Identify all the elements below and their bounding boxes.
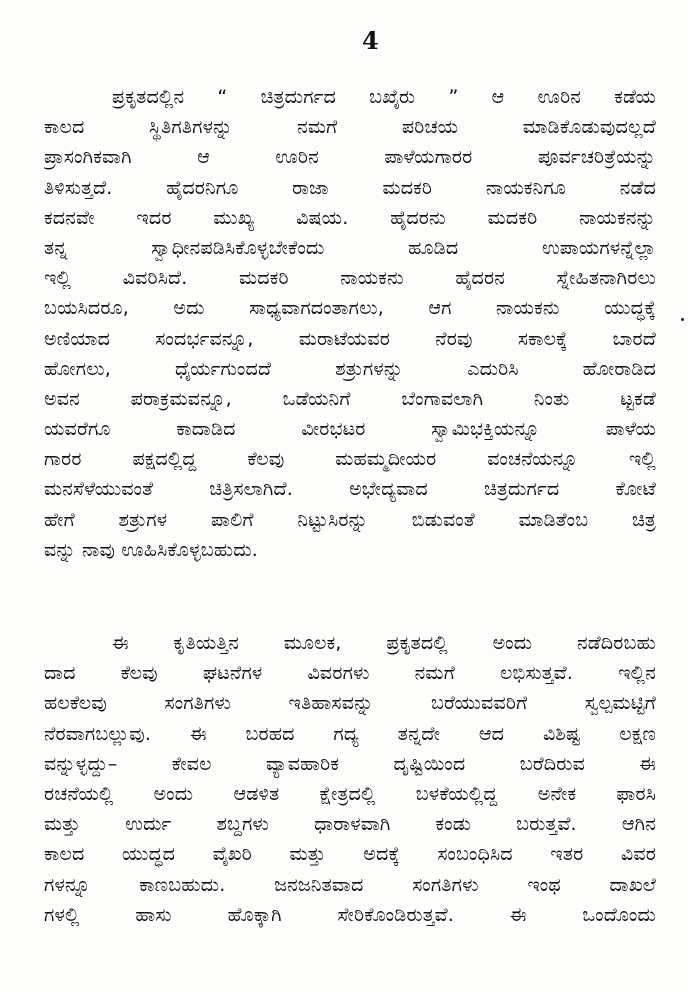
text-line: ಬಯಸಿದರೂ, ಅದು ಸಾಧ್ಯವಾಗದಂತಾಗಲು, ಆಗ ನಾಯಕನು ಯುದ್ಧಕ್ಕೆ xyxy=(44,297,656,320)
text-line: ಹಲಕೆಲವು ಸಂಗತಿಗಳು ಇತಿಹಾಸವನ್ನು ಬರೆಯುವವರಿಗೆ ಸ್ವಲ್ಪಮಟ್ಟಿಗೆ xyxy=(44,692,656,715)
text-line: ಮನಸೆಳೆಯುವಂತೆ ಚಿತ್ರಿಸಲಾಗಿದೆ. ಅಭೇದ್ಯವಾದ ಚಿತ್ರದುರ್ಗದ ಕೋಟೆ xyxy=(44,478,656,501)
paragraph-2 xyxy=(44,628,656,930)
text-line: ಪ್ರಕೃತದಲ್ಲಿನ “ ಚಿತ್ರದುರ್ಗದ ಬಖೈರು ” ಆ ಊರಿನ ಕಡೆಯ xyxy=(112,86,656,108)
text-line: ಗಳಲ್ಲಿ ಹಾಸು ಹೊಕ್ಕಾಗಿ ಸೇರಿಕೊಂಡಿರುತ್ತವೆ. ಈ ಒಂದೊಂದು xyxy=(44,903,656,926)
text-line: ಮತ್ತು ಉರ್ದು ಶಬ್ದಗಳು ಧಾರಾಳವಾಗಿ ಕಂಡು ಬರುತ್ತವೆ. ಆಗಿನ xyxy=(44,813,656,836)
text-line: ಗಾರರ ಪಕ್ಷದಲ್ಲಿದ್ದ ಕೆಲವು ಮಹಮ್ಮದೀಯರ ವಂಚನೆಯನ್ನೂ ಇಲ್ಲಿ xyxy=(44,448,656,471)
text-line: ಈ ಕೃತಿಯತ್ತಿನ ಮೂಲಕ, ಪ್ರಕೃತದಲ್ಲಿ ಅಂದು ನಡೆದಿರಬಹು xyxy=(112,632,656,654)
text-line: ಹೋಗಲು, ಧೈರ್ಯಗುಂದದೆ ಶತ್ರುಗಳನ್ನು ಎದುರಿಸಿ ಹೋರಾಡಿದ xyxy=(44,357,656,380)
text-line: ಕಾಲದ ಯುದ್ಧದ ವೈಖರಿ ಮತ್ತು ಅದಕ್ಕೆ ಸಂಬಂಧಿಸಿದ ಇತರ ವಿವರ xyxy=(44,843,656,866)
text-line: ಗಳನ್ನೂ ಕಾಣಬಹುದು. ಜನಜನಿತವಾದ ಸಂಗತಿಗಳು ಇಂಥ ದಾಖಲೆ xyxy=(44,873,656,896)
text-line: ನೆರವಾಗಬಲ್ಲುವು. ಈ ಬರಹದ ಗದ್ಯ ತನ್ನದೇ ಆದ ವಿಶಿಷ್ಟ ಲಕ್ಷಣ xyxy=(44,722,656,745)
text-line: ರಚನೆಯಲ್ಲಿ ಅಂದು ಆಡಳಿತ ಕ್ಷೇತ್ರದಲ್ಲಿ ಬಳಕೆಯಲ್ಲಿದ್ದ ಅನೇಕ ಫಾರಸಿ xyxy=(44,782,656,805)
text-line: ಅಣಿಯಾದ ಸಂದರ್ಭವನ್ನೂ, ಮರಾಟೆಯವರ ನೆರವು ಸಕಾಲಕ್ಕೆ ಬಾರದೆ xyxy=(44,327,656,350)
page-number: 4 xyxy=(362,26,379,55)
text-line: ಯವರೆಗೂ ಕಾದಾಡಿದ ವೀರಭಟರ ಸ್ವಾಮಿಭಕ್ತಿಯನ್ನೂ ಪಾಳೆಯ xyxy=(44,418,656,441)
text-line: ಕದನವೇ ಇದರ ಮುಖ್ಯ ವಿಷಯ. ಹೈದರನು ಮದಕರಿ ನಾಯಕನನ್ನು xyxy=(44,206,656,229)
scan-speck xyxy=(681,318,684,321)
text-line: ಹೇಗೆ ಶತ್ರುಗಳ ಪಾಲಿಗೆ ನಿಟ್ಟುಸಿರನ್ನು ಬಿಡುವಂತೆ ಮಾಡಿತೆಂಬ ಚಿತ್ರ xyxy=(44,508,656,531)
text-line: ದಾದ ಕೆಲವು ಘಟನೆಗಳ ವಿವರಗಳು ನಮಗೆ ಲಭಿಸುತ್ತವೆ. ಇಲ್ಲಿನ xyxy=(44,662,656,685)
text-line: ವನ್ನು ನಾವು ಊಹಿಸಿಕೊಳ್ಳಬಹುದು. xyxy=(44,538,259,561)
paragraph-1 xyxy=(44,82,656,565)
text-line: ವನ್ನುಳ್ಳದ್ದು– ಕೇವಲ ವ್ಯಾವಹಾರಿಕ ದೃಷ್ಟಿಯಿಂದ ಬರೆದಿರುವ ಈ xyxy=(44,752,656,775)
text-line: ಪ್ರಾಸಂಗಿಕವಾಗಿ ಆ ಊರಿನ ಪಾಳೆಯಗಾರರ ಪೂರ್ವಚರಿತ್ರೆಯನ್ನು xyxy=(44,146,656,169)
text-line: ಇಲ್ಲಿ ವಿವರಿಸಿದೆ. ಮದಕರಿ ನಾಯಕನು ಹೈದರನ ಸ್ನೇಹಿತನಾಗಿರಲು xyxy=(44,267,656,290)
text-line: ತಿಳಿಸುತ್ತದೆ. ಹೈದರನಿಗೂ ರಾಜಾ ಮದಕರಿ ನಾಯಕನಿಗೂ ನಡೆದ xyxy=(44,176,656,199)
text-line: ಕಾಲದ ಸ್ಥಿತಿಗತಿಗಳನ್ನು ನಮಗೆ ಪರಿಚಯ ಮಾಡಿಕೊಡುವುದಲ್ಲದೆ xyxy=(44,116,656,139)
text-line: ತನ್ನ ಸ್ವಾಧೀನಪಡಿಸಿಕೊಳ್ಳಬೇಕೆಂದು ಹೂಡಿದ ಉಪಾಯಗಳನ್ನೆಲ್ಲಾ xyxy=(44,236,656,259)
text-line: ಅವನ ಪರಾಕ್ರಮವನ್ನೂ, ಒಡೆಯನಿಗೆ ಬೆಂಗಾವಲಾಗಿ ನಿಂತು ಟ್ಟಕಡೆ xyxy=(44,387,656,410)
